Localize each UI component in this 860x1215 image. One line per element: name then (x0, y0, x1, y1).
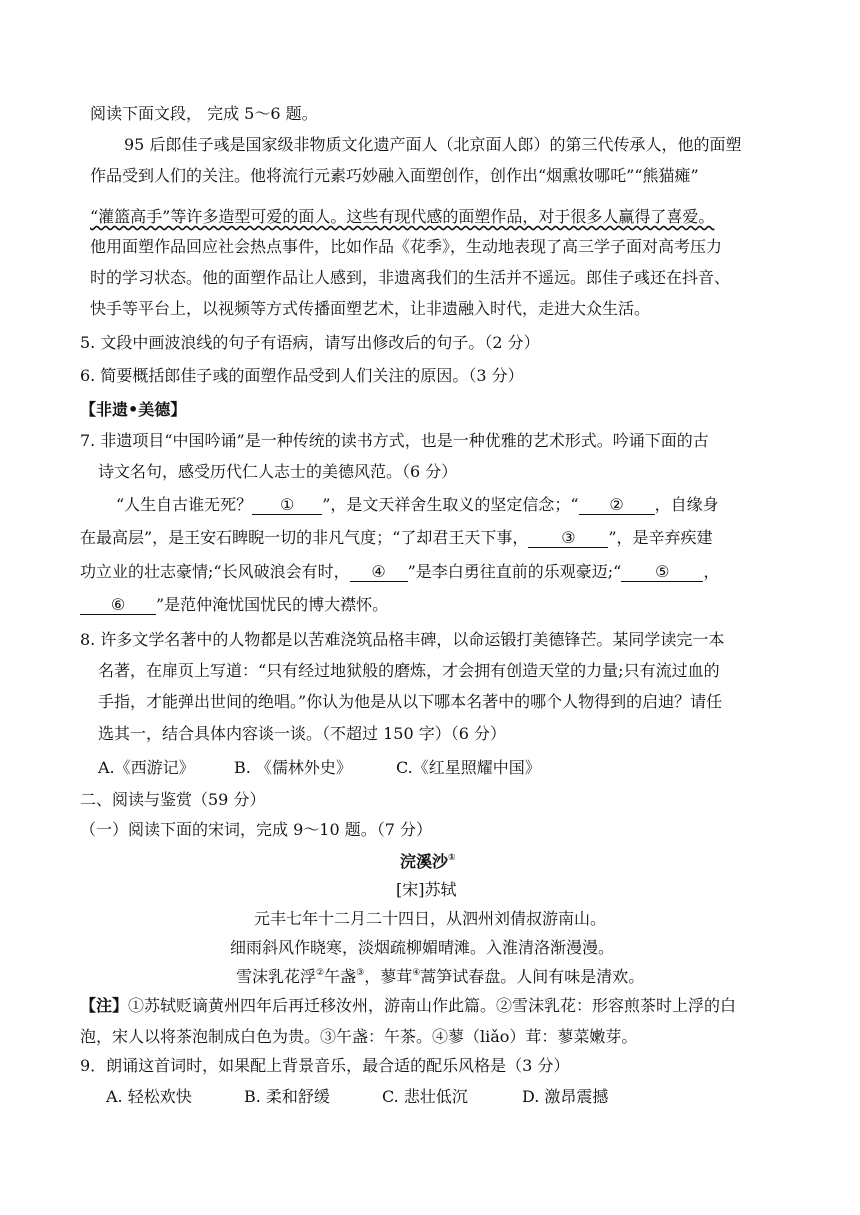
poem-title: 浣溪沙① (400, 852, 456, 871)
reading-instruction: 阅读下面文段， 完成 5～6 题。 (90, 104, 318, 123)
passage-line-5: 时的学习状态。他的面塑作品让人感到，非遗离我们的生活并不遥远。郎佳子彧还在抖音、 (90, 268, 731, 287)
question-7-row-3: 功立业的壮志豪情;“长风破浪会有时， ④ ”是李白勇往直前的乐观豪迈;“ ⑤ ， (80, 562, 720, 581)
question-9-option-b: B. 柔和舒缓 (244, 1087, 330, 1106)
passage-line-6: 快手等平台上，以视频等方式传播面塑艺术，让非遗融入时代，走进大众生活。 (90, 299, 651, 318)
question-7-row-4: ⑥ ”是范仲淹忧国忧民的博大襟怀。 (80, 595, 388, 615)
passage-line-3 (90, 207, 714, 227)
question-7-row-2: 在最高层”，是王安石睥睨一切的非凡气度；“了却君王天下事， ③ ”，是辛弃疾建 (80, 528, 713, 547)
question-8-line-1: 8. 许多文学名著中的人物都是以苦难浇筑品格丰碑，以命运锻打美德锋芒。某同学读完一本 (80, 630, 725, 649)
question-6: 6. 简要概括郎佳子彧的面塑作品受到人们关注的原因。（3 分） (80, 366, 524, 385)
question-8-line-4: 选其一，结合具体内容谈一谈。（不超过 150 字）（6 分） (98, 724, 506, 743)
footnote-marker-4: ④ (412, 968, 421, 978)
part-1-heading: （一）阅读下面的宋词，完成 9～10 题。（7 分） (80, 820, 432, 839)
note-line-1: 【注】①苏轼贬谪黄州四年后再迁移汝州，游南山作此篇。②雪沫乳花：形容煎茶时上浮的白 (80, 996, 737, 1015)
passage-line-4: 他用面塑作品回应社会热点事件，比如作品《花季》，生动地表现了高三学子面对高考压力 (90, 237, 723, 256)
question-8-option-c: C.《红星照耀中国》 (396, 758, 541, 777)
question-8-option-b: B. 《儒林外史》 (234, 758, 352, 777)
note-label: 【注】 (80, 996, 129, 1015)
blank-2[interactable]: ② (579, 496, 655, 515)
blank-1[interactable]: ① (252, 496, 322, 515)
question-5: 5. 文段中画波浪线的句子有语病，请写出修改后的句子。（2 分） (80, 333, 540, 352)
blank-4[interactable]: ④ (350, 563, 408, 582)
blank-6[interactable]: ⑥ (80, 596, 156, 615)
question-9-option-a: A. 轻松欢快 (106, 1087, 192, 1106)
question-9-option-c: C. 悲壮低沉 (382, 1087, 468, 1106)
poem-author: [宋]苏轼 (396, 880, 457, 899)
poem-line-1: 细雨斜风作晓寒，淡烟疏柳媚晴滩。入淮清洛渐漫漫。 (230, 938, 615, 957)
footnote-marker-1: ① (448, 853, 456, 863)
footnote-marker-3: ③ (356, 968, 365, 978)
question-9-stem: 9．朗诵这首词时，如果配上背景音乐，最合适的配乐风格是（3 分） (80, 1056, 570, 1075)
question-7-line-1: 7. 非遗项目“中国吟诵”是一种传统的读书方式，也是一种优雅的艺术形式。吟诵下面的古 (80, 431, 709, 450)
section-2-heading: 二、阅读与鉴赏（59 分） (80, 790, 266, 809)
question-7-row-1: “人生自古谁无死？ ① ”，是文天祥舍生取义的坚定信念；“ ② ，自缘身 (116, 495, 719, 514)
poem-preface: 元丰七年十二月二十四日，从泗州刘倩叔游南山。 (254, 909, 607, 928)
passage-line-1: 95 后郎佳子彧是国家级非物质文化遗产面人（北京面人郎）的第三代传承人，他的面塑 (124, 135, 742, 154)
passage-line-2: 作品受到人们的关注。他将流行元素巧妙融入面塑创作，创作出“烟熏妆哪吒”“熊猫瘫” (90, 166, 699, 185)
question-9-option-d: D. 激昂震撼 (522, 1087, 609, 1106)
question-8-line-3: 手指，才能弹出世间的绝唱。”你认为他是从以下哪本名著中的哪个人物得到的启迪？请任 (98, 692, 723, 711)
blank-5[interactable]: ⑤ (621, 563, 703, 582)
note-line-2: 泡，宋人以将茶泡制成白色为贵。③午盏：午茶。④蓼（liǎo）茸：蓼菜嫩芽。 (80, 1027, 638, 1046)
question-8-option-a: A.《西游记》 (98, 758, 195, 777)
blank-3[interactable]: ③ (528, 529, 608, 548)
poem-line-2: 雪沫乳花浮②午盏③，蓼茸④蒿笋试春盘。人间有味是清欢。 (236, 967, 645, 986)
footnote-marker-2: ② (316, 968, 325, 978)
wavy-underlined-sentence: “灌篮高手”等许多造型可爱的面人。这些有现代感的面塑作品，对于很多人赢得了喜爱。 (90, 207, 715, 226)
question-7-line-2: 诗文名句，感受历代仁人志士的美德风范。（6 分） (98, 462, 458, 481)
question-8-line-2: 名著，在扉页上写道：“只有经过地狱般的磨炼，才会拥有创造天堂的力量;只有流过血的 (98, 661, 720, 680)
section-heritage-virtue: 【非遗•美德】 (80, 400, 187, 419)
